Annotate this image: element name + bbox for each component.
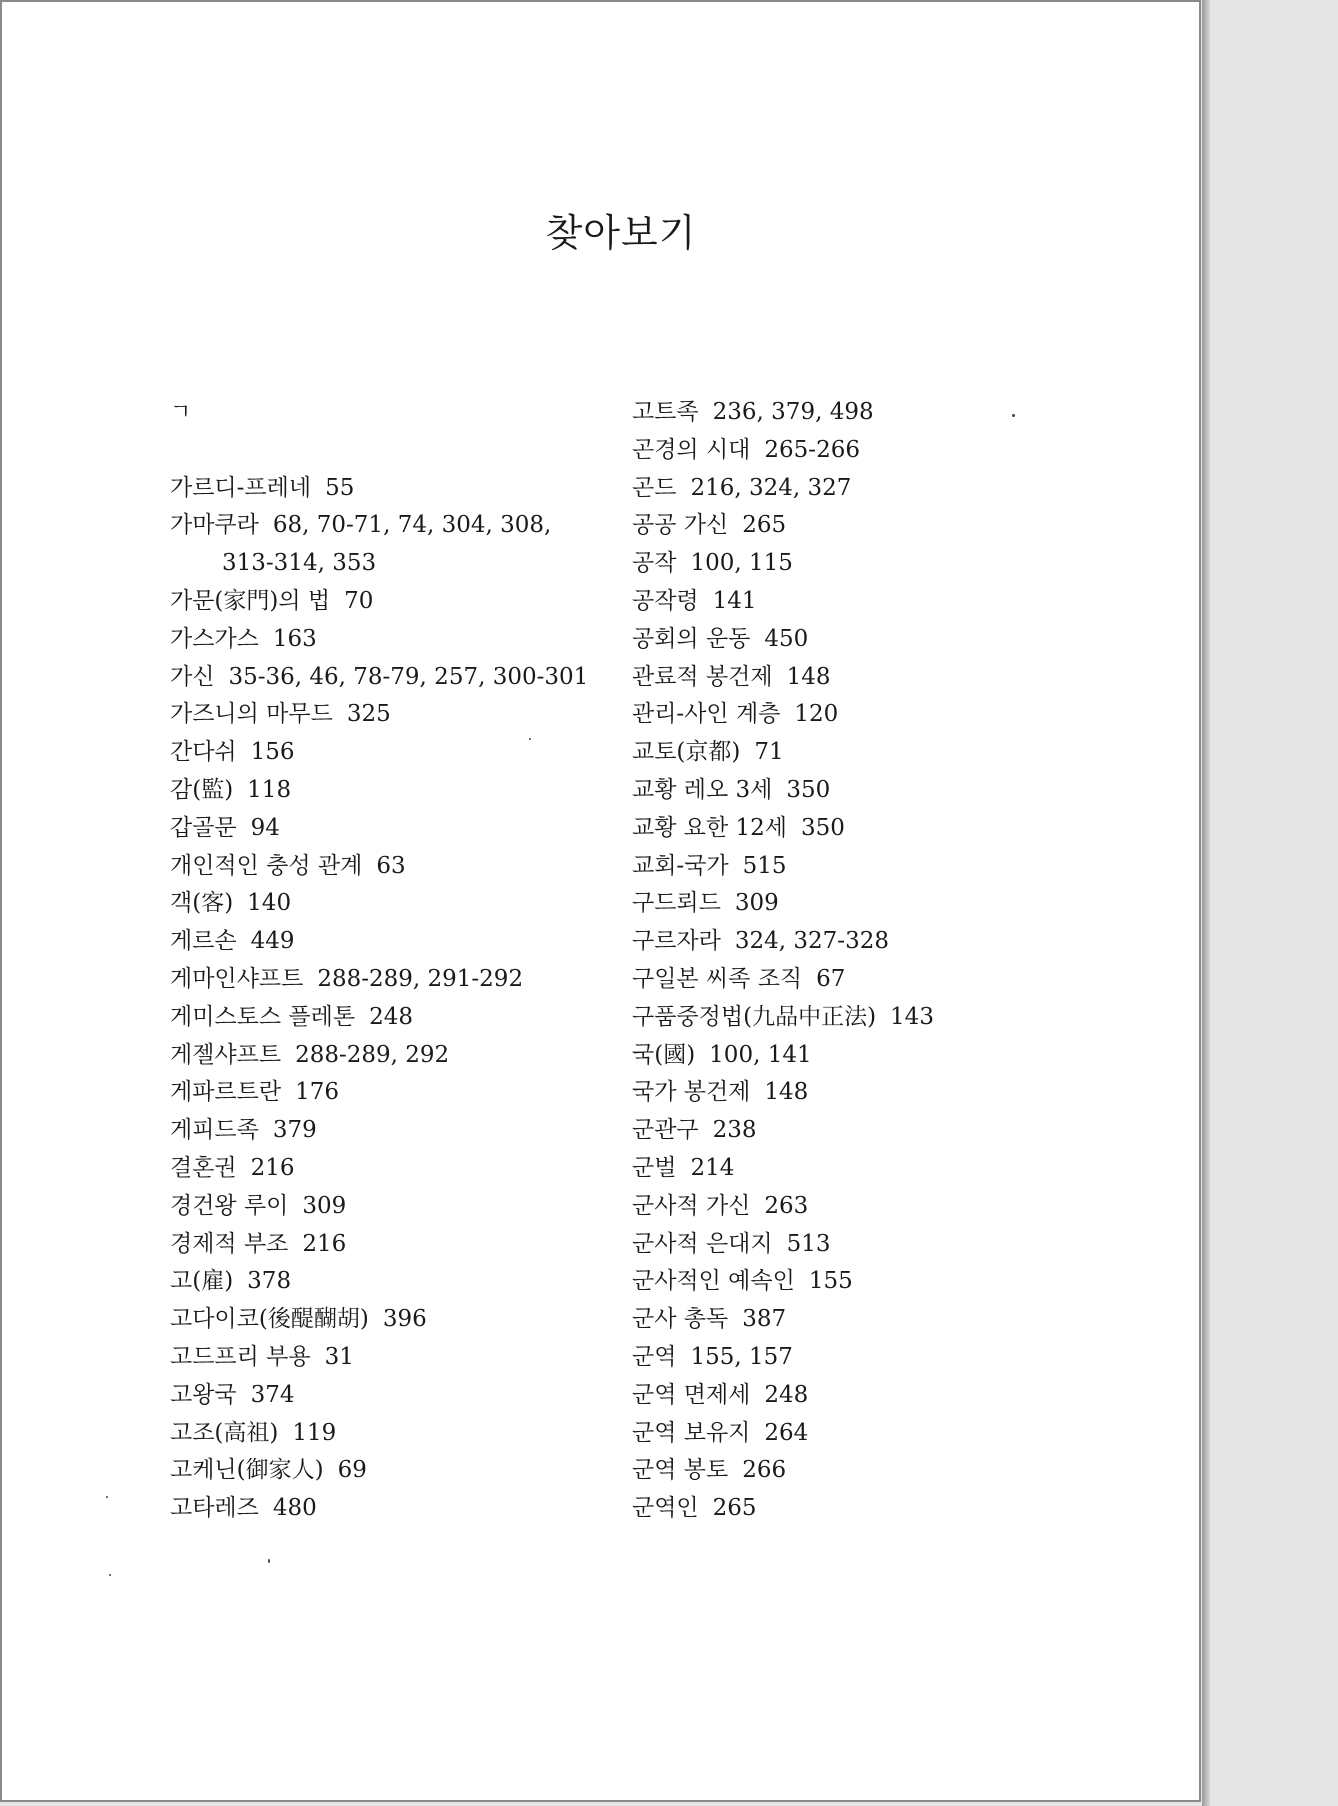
index-entry [170,734,610,772]
index-entry [170,1339,610,1377]
index-column-right [632,394,1052,1528]
index-term: 구품중정법(九品中正法) [632,1003,877,1030]
index-entry [632,696,1052,734]
index-pages: 176 [295,1079,339,1106]
index-entry [632,507,1052,545]
index-term: 경건왕 루이 [170,1192,289,1219]
index-term: 게피드족 [170,1117,259,1144]
index-pages: 63 [376,852,406,879]
index-entry [170,1301,610,1339]
index-pages: 236, 379, 498 [712,399,874,425]
index-term: 국(國) [632,1041,696,1068]
page-title: 찾아보기 [545,211,697,255]
index-pages: 350 [786,776,831,803]
index-pages: 248 [369,1003,413,1030]
index-term: 공공 가신 [632,512,729,539]
index-pages: 309 [734,890,779,917]
index-term: 군관구 [632,1117,699,1144]
index-entry [170,1037,610,1075]
index-pages: 155 [808,1268,853,1295]
index-pages: 265 [712,1495,757,1522]
index-term: 군사적 은대지 [632,1230,773,1257]
page-edge-shadow [1202,0,1210,1806]
scan-speck [529,738,531,740]
index-term: 경제적 부조 [170,1230,289,1257]
index-term: 고다이코(後醍醐胡) [170,1306,369,1333]
index-entry [170,999,610,1037]
index-entry [170,810,610,848]
index-pages: 379 [272,1117,317,1144]
index-entry [170,1263,610,1301]
index-pages: 238 [712,1117,757,1144]
index-entry [632,1339,1052,1377]
index-pages: 449 [250,928,295,955]
index-term: 객(客) [170,890,234,917]
index-term: 고타레즈 [170,1495,259,1522]
index-pages: 67 [816,965,846,992]
index-entry [632,470,1052,508]
index-entry [632,885,1052,923]
index-term: 군역 보유지 [632,1419,751,1446]
index-pages: 35-36, 46, 78-79, 257, 300-301 [228,663,589,690]
index-term: 군사적인 예속인 [632,1268,795,1295]
index-pages: 70 [344,587,374,614]
scan-speck [106,1496,108,1498]
index-entry [632,394,1052,432]
index-entry [170,1452,610,1490]
index-pages: 120 [794,701,839,728]
index-pages: 68, 70-71, 74, 304, 308, 313-314, 353 [222,512,552,577]
index-term: 가즈니의 마무드 [170,701,333,728]
index-term: 군역 봉토 [632,1457,729,1484]
index-pages: 55 [325,474,355,501]
index-pages: 148 [786,663,831,690]
index-pages: 387 [742,1306,787,1333]
index-term: 군역인 [632,1495,699,1522]
index-entry [170,470,610,508]
index-term: 고케닌(御家人) [170,1457,324,1484]
scan-speck [1012,414,1015,417]
index-term: 갑골문 [170,814,237,841]
index-pages: 374 [250,1381,295,1408]
index-term: 가마쿠라 [170,512,259,539]
index-pages: 264 [764,1419,809,1446]
index-pages: 216, 324, 327 [690,474,852,501]
index-entry [170,772,610,810]
index-entry [170,885,610,923]
index-pages: 100, 115 [690,550,793,577]
index-term: 관료적 봉건제 [632,663,773,690]
index-entry [632,659,1052,697]
index-pages: 513 [786,1230,831,1257]
index-pages: 309 [302,1192,347,1219]
index-entry [632,583,1052,621]
index-pages: 450 [764,625,809,652]
index-term: 곤경의 시대 [632,436,751,463]
index-term: 가문(家門)의 법 [170,587,331,614]
index-pages: 140 [247,890,292,917]
index-entry [170,961,610,999]
index-entry [170,583,610,621]
index-term: 곤드 [632,474,677,501]
index-entry [170,1188,610,1226]
index-pages: 118 [247,776,292,803]
index-term: 국가 봉건제 [632,1079,751,1106]
index-entry [632,1377,1052,1415]
index-column-left [170,394,610,1528]
index-pages: 31 [324,1343,354,1370]
index-pages: 155, 157 [690,1343,793,1370]
index-term: 교토(京都) [632,739,741,766]
index-term: 관리-사인 계층 [632,701,781,728]
index-entry [632,810,1052,848]
index-entry [170,1415,610,1453]
index-entry [632,1074,1052,1112]
index-pages: 350 [800,814,845,841]
index-entry [170,1150,610,1188]
index-term: 공작령 [632,587,699,614]
index-term: 교황 레오 3세 [632,776,773,803]
index-entry [632,961,1052,999]
index-term: 구르자라 [632,928,721,955]
index-pages: 163 [272,625,317,652]
index-term: 게젤샤프트 [170,1041,282,1068]
index-term: 군역 면제세 [632,1381,751,1408]
index-term: 공작 [632,550,677,577]
index-entry [632,1415,1052,1453]
index-term: 고드프리 부용 [170,1343,311,1370]
index-entry [170,1074,610,1112]
index-pages: 378 [247,1268,292,1295]
index-entry [632,1263,1052,1301]
index-entry [632,1226,1052,1264]
index-entry [632,1188,1052,1226]
index-entry [170,659,610,697]
index-pages: 69 [337,1457,367,1484]
index-pages: 156 [250,739,295,766]
index-term: 게미스토스 플레톤 [170,1003,356,1030]
scan-speck [268,1559,270,1563]
index-term: 간다쉬 [170,739,237,766]
index-entry [170,923,610,961]
index-entry [632,621,1052,659]
index-term: 고왕국 [170,1381,237,1408]
index-term: 군사 총독 [632,1306,729,1333]
index-pages: 216 [250,1154,295,1181]
scan-speck [109,1574,111,1576]
index-pages: 248 [764,1381,809,1408]
index-entry [632,1112,1052,1150]
index-term: 가르디-프레네 [170,474,312,501]
index-entry [632,1452,1052,1490]
index-term: 가스가스 [170,625,259,652]
index-term: 개인적인 충성 관계 [170,852,363,879]
index-term: 게르손 [170,928,237,955]
index-term: 군벌 [632,1154,677,1181]
index-term: 구일본 씨족 조직 [632,965,803,992]
index-entry [170,507,610,583]
index-term: 가신 [170,663,215,690]
index-pages: 325 [346,701,391,728]
index-term: 교황 요한 12세 [632,814,787,841]
index-term: 구드뢰드 [632,890,721,917]
index-term: 게마인샤프트 [170,965,304,992]
index-term: 감(監) [170,776,234,803]
index-pages: 141 [712,587,757,614]
index-entry [632,545,1052,583]
index-pages: 143 [890,1003,934,1030]
index-pages: 94 [250,814,280,841]
index-entry [170,1490,610,1528]
index-pages: 396 [382,1306,427,1333]
index-entry [632,1301,1052,1339]
index-pages: 71 [754,739,784,766]
index-pages: 324, 327-328 [734,928,889,955]
index-entry [632,772,1052,810]
section-letter: ㄱ [170,400,192,425]
index-entry [170,848,610,886]
index-pages: 515 [742,852,787,879]
index-entry [632,923,1052,961]
index-term: 공회의 운동 [632,625,751,652]
index-entry [170,1377,610,1415]
index-term: 고(雇) [170,1268,234,1295]
index-entry [170,1112,610,1150]
index-term: 결혼권 [170,1154,237,1181]
index-entry [632,999,1052,1037]
index-pages: 266 [742,1457,787,1484]
index-pages: 214 [690,1154,735,1181]
index-entry [632,1150,1052,1188]
index-pages: 265 [742,512,787,539]
index-term: 고트족 [632,399,699,425]
index-entry [632,1490,1052,1528]
index-entry [170,1226,610,1264]
index-entry [632,1037,1052,1075]
index-pages: 288-289, 292 [295,1041,450,1068]
index-entry [170,696,610,734]
index-pages: 480 [272,1495,317,1522]
index-term: 고조(高祖) [170,1419,279,1446]
index-entry [170,621,610,659]
index-term: 게파르트란 [170,1079,282,1106]
index-entry [632,848,1052,886]
index-pages: 119 [292,1419,337,1446]
index-term: 군사적 가신 [632,1192,751,1219]
index-pages: 288-289, 291-292 [317,965,524,992]
index-term: 군역 [632,1343,677,1370]
index-entry [632,734,1052,772]
index-pages: 263 [764,1192,809,1219]
index-entry [632,432,1052,470]
index-pages: 216 [302,1230,347,1257]
index-pages: 265-266 [764,436,860,463]
index-pages: 100, 141 [709,1041,812,1068]
index-pages: 148 [764,1079,809,1106]
index-term: 교회-국가 [632,852,729,879]
